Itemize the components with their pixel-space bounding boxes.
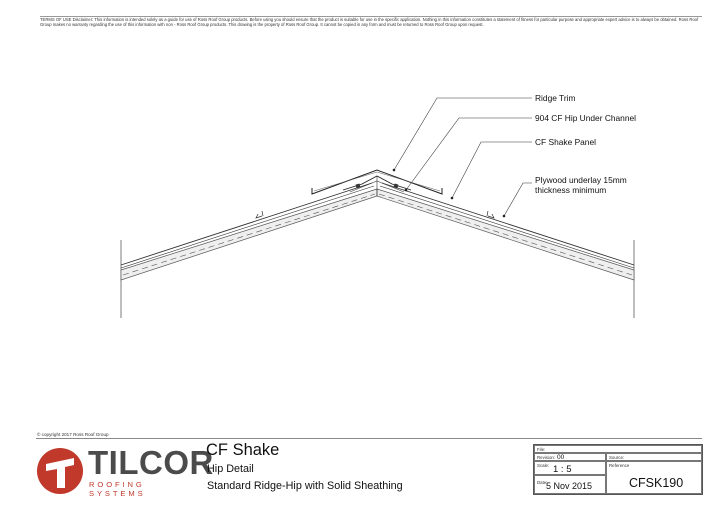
terms-disclaimer: TERMS OF USE Disclaimer: This information is intended solely as a guide for use of Ross Roof Group products. Before using you should ensure that the product is suitable for use in the specific application. Nothing in this information constitutes a statement of fitness for particular purpose and appropriate expert advice is to always be obtained. Ross Roof Group makes no warranty regarding the use of this information with non - Ross Roof Group products. This drawing is the property of Ross Roof Group. It cannot be copied in any form and must be returned to Ross Roof Group upon request.: [40, 17, 699, 28]
brand-tagline: ROOFING SYSTEMS: [89, 480, 146, 498]
scale-value: 1 : 5: [553, 464, 572, 475]
date-value: 5 Nov 2015: [546, 481, 593, 491]
left-lap-1b: [262, 211, 263, 216]
right-shake-panel-inner: [380, 186, 634, 268]
tilcor-emblem-icon: [36, 444, 88, 500]
leader-dots: [393, 169, 506, 218]
left-shake-panel: [121, 183, 372, 265]
drawing-subtitle: Hip Detail: [207, 463, 254, 475]
dot-hip-channel: [405, 189, 408, 192]
dot-ridge-trim: [393, 169, 396, 172]
reference-value: CFSK190: [629, 476, 684, 490]
leader-shake-panel: [452, 142, 532, 198]
file-cell: File:: [534, 445, 702, 453]
right-shake-panel: [382, 183, 634, 265]
scale-cell: Scale: 1 : 5: [534, 461, 606, 475]
revision-value: 00: [557, 454, 565, 461]
source-cell: Source:: [606, 453, 702, 461]
leader-lines: [394, 98, 532, 216]
left-lap-1: [256, 214, 262, 218]
callout-plywood-line1: Plywood underlay 15mm: [535, 175, 627, 185]
drawing-title: CF Shake: [206, 441, 280, 459]
leader-plywood: [504, 183, 532, 216]
left-shake-panel-inner: [121, 186, 374, 268]
title-block: [533, 444, 703, 495]
callout-hip-channel: 904 CF Hip Under Channel: [535, 113, 637, 123]
brand-wordmark: TILCOR: [88, 444, 214, 481]
right-lap-1b: [487, 211, 488, 216]
date-cell: Date: 5 Nov 2015: [534, 475, 606, 494]
dot-shake-panel: [451, 197, 454, 200]
callout-plywood-line2: thickness minimum: [535, 185, 607, 195]
tilcor-logo: [36, 444, 214, 500]
dot-plywood: [503, 215, 506, 218]
bottom-rule: [36, 438, 702, 439]
reference-cell: Reference CFSK190: [606, 461, 702, 494]
callout-ridge-trim: Ridge Trim: [535, 93, 576, 103]
drawing-description: Standard Ridge-Hip with Solid Sheathing: [207, 480, 403, 492]
callout-shake-panel: CF Shake Panel: [535, 137, 596, 147]
revision-cell: Revision: 00: [534, 453, 606, 461]
leader-ridge-trim: [394, 98, 532, 170]
copyright: © copyright 2017 Ross Roof Group: [37, 432, 109, 437]
leader-hip-channel: [406, 118, 532, 190]
